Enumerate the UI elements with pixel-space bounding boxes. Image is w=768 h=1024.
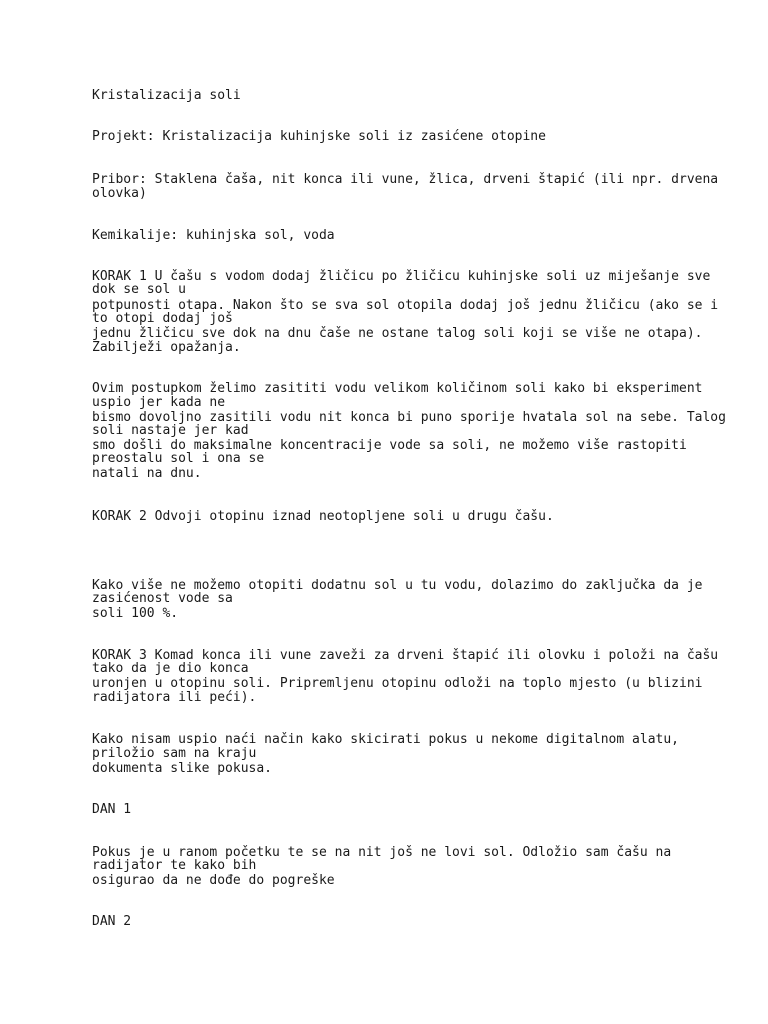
- text-line: soli nastaje jer kad: [92, 423, 249, 438]
- text-line: zasićenost vode sa: [92, 591, 233, 606]
- day-2-heading: DAN 2: [92, 914, 132, 929]
- text-line: radijator te kako bih: [92, 858, 257, 873]
- text-line: KORAK 3 Komad konca ili vune zaveži za drveni štapić ili olovku i položi na čašu: [92, 648, 719, 663]
- text-line: uronjen u otopinu soli. Pripremljenu otopinu odloži na toplo mjesto (u blizini: [92, 676, 703, 691]
- document-title: Kristalizacija soli: [92, 88, 241, 103]
- text-line: dokumenta slike pokusa.: [92, 761, 273, 776]
- text-line: bismo dovoljno zasitili vodu nit konca bi puno sporije hvatala sol na sebe. Talog: [92, 410, 726, 425]
- text-line: osigurao da ne dođe do pogreške: [92, 873, 335, 888]
- day-1-heading: DAN 1: [92, 802, 132, 817]
- text-line: Ovim postupkom želimo zasititi vodu velikom količinom soli kako bi eksperiment: [92, 381, 703, 396]
- project-line: Projekt: Kristalizacija kuhinjske soli iz zasićene otopine: [92, 129, 546, 144]
- text-line: dok se sol u: [92, 282, 186, 297]
- text-line: priložio sam na kraju: [92, 746, 257, 761]
- text-line: uspio jer kada ne: [92, 395, 226, 410]
- chemicals-line: Kemikalije: kuhinjska sol, voda: [92, 228, 335, 243]
- text-line: smo došli do maksimalne koncentracije vode sa soli, ne možemo više rastopiti: [92, 438, 687, 453]
- text-line: Pribor: Staklena čaša, nit konca ili vune, žlica, drveni štapić (ili npr. drvena: [92, 172, 719, 187]
- text-line: radijatora ili peći).: [92, 690, 257, 705]
- text-line: Zabilježi opažanja.: [92, 340, 241, 355]
- text-line: preostalu sol i ona se: [92, 451, 265, 466]
- text-line: Pokus je u ranom početku te se na nit još ne lovi sol. Odložio sam čašu na: [92, 845, 672, 860]
- text-line: natali na dnu.: [92, 466, 202, 481]
- text-line: soli 100 %.: [92, 606, 179, 621]
- text-line: olovka): [92, 186, 147, 201]
- text-line: to otopi dodaj još: [92, 311, 233, 326]
- text-line: Kako nisam uspio naći način kako skicirati pokus u nekome digitalnom alatu,: [92, 732, 679, 747]
- text-line: tako da je dio konca: [92, 661, 249, 676]
- text-line: Kako više ne možemo otopiti dodatnu sol u tu vodu, dolazimo do zaključka da je: [92, 578, 703, 593]
- text-line: potpunosti otapa. Nakon što se sva sol otopila dodaj još jednu žličicu (ako se i: [92, 298, 719, 313]
- text-line: jednu žličicu sve dok na dnu čaše ne ostane talog soli koji se više ne otapa).: [92, 326, 703, 341]
- text-line: KORAK 1 U čašu s vodom dodaj žličicu po žličicu kuhinjske soli uz miješanje sve: [92, 269, 711, 284]
- step-2-line: KORAK 2 Odvoji otopinu iznad neotopljene soli u drugu čašu.: [92, 509, 554, 524]
